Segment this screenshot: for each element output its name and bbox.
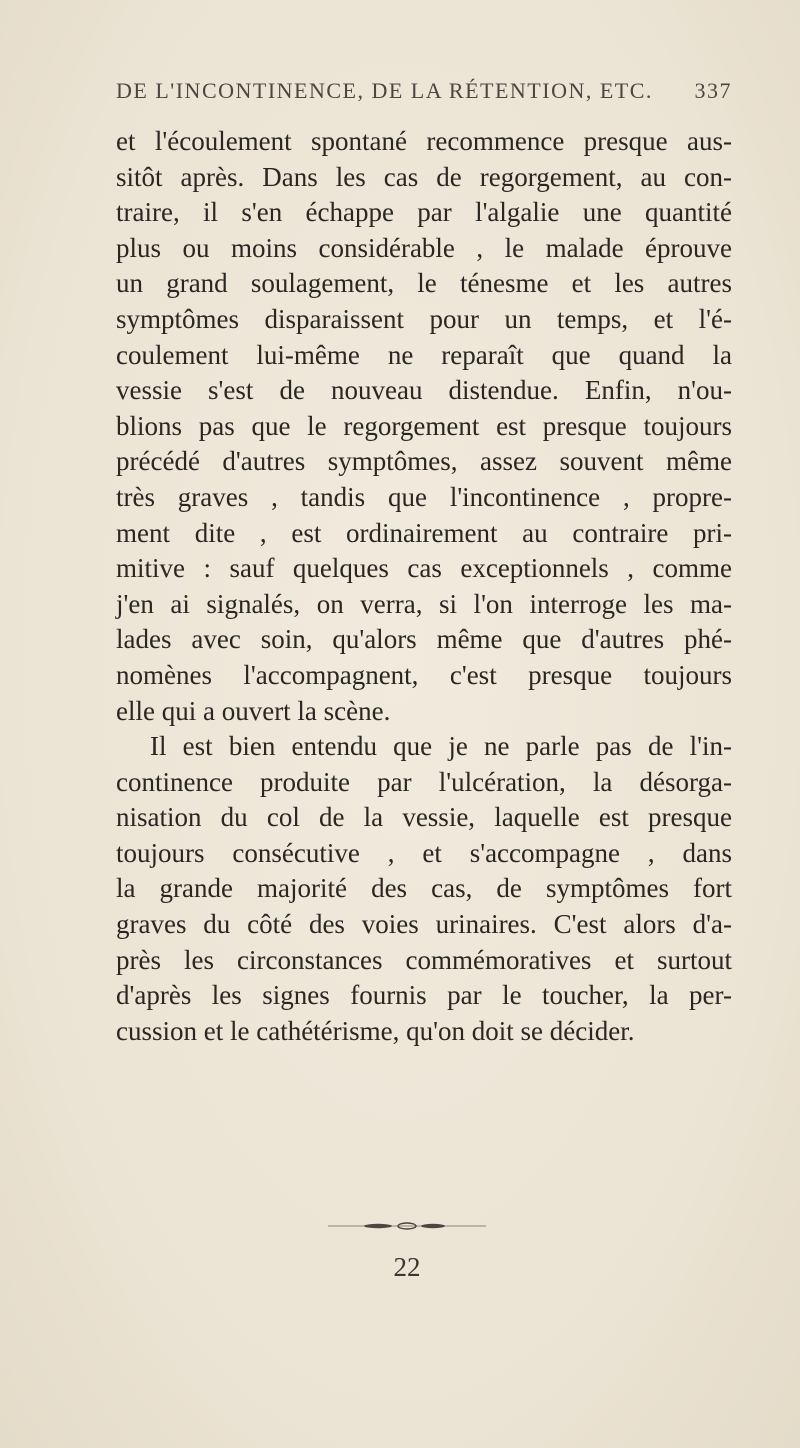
signature-mark: 22 xyxy=(393,1252,421,1282)
text-line: lades avec soin, qu'alors même que d'autres phé- xyxy=(116,624,732,655)
text-line: elle qui a ouvert la scène. xyxy=(116,695,391,726)
text-line: et l'écoulement spontané recommence presque aus- xyxy=(116,126,732,156)
text-line: la grande majorité des cas, de symptômes fort xyxy=(116,873,732,904)
running-title: DE L'INCONTINENCE, DE LA RÉTENTION, ETC. xyxy=(116,78,653,103)
text-line: coulement lui-même ne reparaît que quand la xyxy=(116,339,732,370)
ornament-divider xyxy=(328,1222,486,1230)
text-line: blions pas que le regorgement est presque toujours xyxy=(116,410,732,441)
text-line: nomènes l'accompagnent, c'est presque toujours xyxy=(116,659,732,690)
text-line: un grand soulagement, le ténesme et les autres xyxy=(116,268,732,299)
text-line: ment dite , est ordinairement au contraire pri- xyxy=(116,517,732,548)
text-line: plus ou moins considérable , le malade éprouve xyxy=(116,232,732,263)
text-line: sitôt après. Dans les cas de regorgement, au con- xyxy=(116,161,732,192)
text-line: traire, il s'en échappe par l'algalie une quantité xyxy=(116,197,732,228)
text-line: graves du côté des voies urinaires. C'est alors d'a- xyxy=(116,909,732,940)
page-header xyxy=(116,78,732,112)
text-line: près les circonstances commémoratives et surtout xyxy=(116,944,732,975)
text-line: Il est bien entendu que je ne parle pas de l'in- xyxy=(150,731,732,762)
text-line: cussion et le cathétérisme, qu'on doit se décider. xyxy=(116,1015,635,1046)
text-line: très graves , tandis que l'incontinence , propre- xyxy=(116,481,732,512)
text-line: continence produite par l'ulcération, la désorga- xyxy=(116,766,732,797)
text-line: j'en ai signalés, on verra, si l'on interroge les ma- xyxy=(116,588,732,619)
body-text xyxy=(116,124,732,1049)
text-line: symptômes disparaissent pour un temps, et l'é- xyxy=(116,303,732,334)
text-line: d'après les signes fournis par le toucher, la per- xyxy=(116,980,732,1011)
text-line: précédé d'autres symptômes, assez souvent même xyxy=(116,446,732,477)
page-number: 337 xyxy=(694,78,732,103)
text-line: mitive : sauf quelques cas exceptionnels , comme xyxy=(116,553,732,584)
text-line: toujours consécutive , et s'accompagne , dans xyxy=(116,837,732,868)
text-line: vessie s'est de nouveau distendue. Enfin, n'ou- xyxy=(116,375,732,406)
text-line: nisation du col de la vessie, laquelle est presque xyxy=(116,802,732,833)
